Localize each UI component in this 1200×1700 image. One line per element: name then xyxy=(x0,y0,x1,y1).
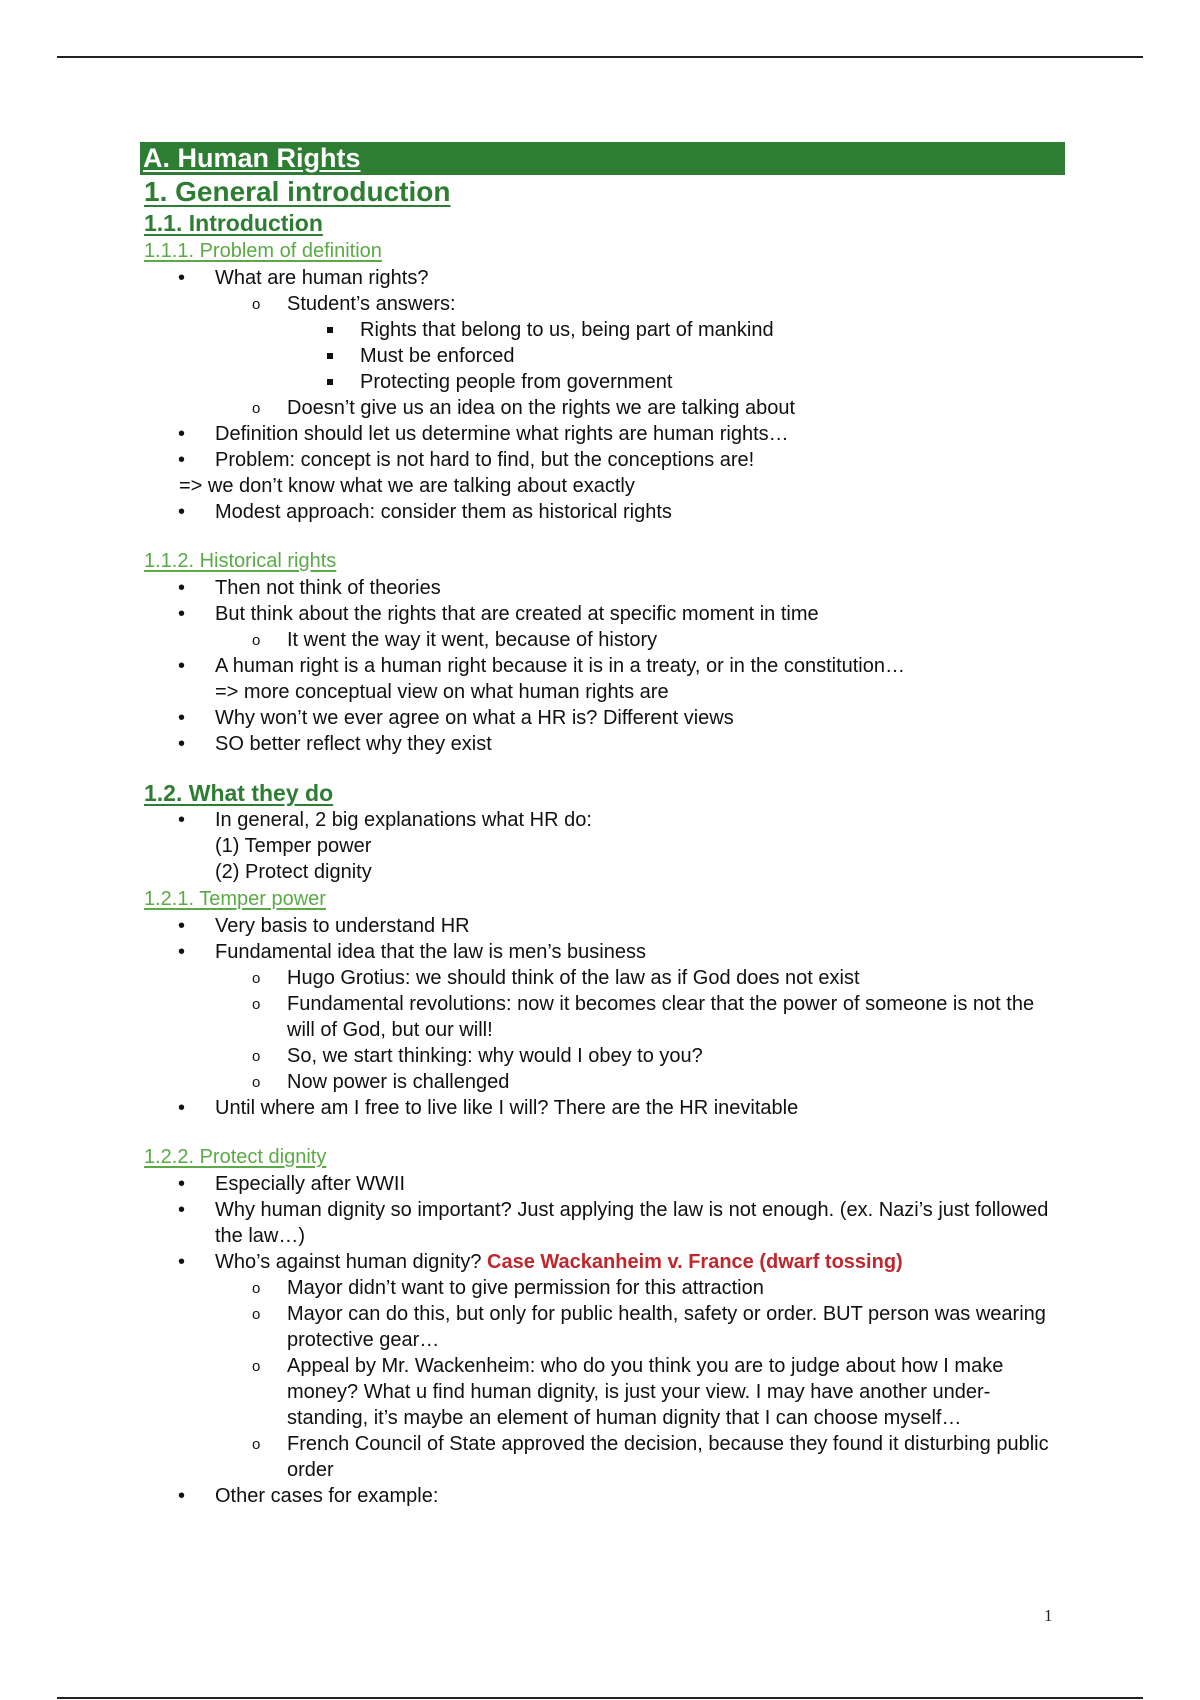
case-highlight: Case Wackanheim v. France (dwarf tossing) xyxy=(487,1251,903,1273)
list-1-2-2 xyxy=(140,1171,1065,1509)
list-item: • Very basis to understand HR xyxy=(140,913,1065,939)
heading-1-1-1: 1.1.1. Problem of definition xyxy=(144,240,382,262)
list-item: o Mayor can do this, but only for public health, safety or order. BUT person was wearing protective gear… xyxy=(140,1301,1065,1353)
list-item: o Hugo Grotius: we should think of the law as if God does not exist xyxy=(140,965,1065,991)
list-item: • Other cases for example: xyxy=(140,1483,1065,1509)
list-note: => we don’t know what we are talking about exactly xyxy=(179,475,635,497)
header-rule xyxy=(57,56,1143,58)
list-item: • Why human dignity so important? Just applying the law is not enough. (ex. Nazi’s just followed the law…) xyxy=(140,1197,1065,1249)
heading-1-2-1: 1.2.1. Temper power xyxy=(144,888,326,910)
list-item: Protecting people from government xyxy=(140,369,1065,395)
heading-a-text: A. Human Rights xyxy=(143,143,361,173)
list-item: o Doesn’t give us an idea on the rights we are talking about xyxy=(140,395,1065,421)
list-item: o Appeal by Mr. Wackenheim: who do you think you are to judge about how I make money? What u find human dignity, is just your view. I may have another under-standing, it’s maybe an element of human dignity that I can choose myself… xyxy=(140,1353,1065,1431)
list-item-text: Who’s against human dignity? xyxy=(215,1251,488,1273)
heading-a xyxy=(140,142,1065,175)
list-item: o It went the way it went, because of history xyxy=(140,627,1065,653)
list-item: o French Council of State approved the decision, because they found it disturbing public order xyxy=(140,1431,1065,1483)
document-body xyxy=(140,142,1065,1509)
list-item: Must be enforced xyxy=(140,343,1065,369)
heading-1-2: 1.2. What they do xyxy=(144,780,334,806)
list-item: • A human right is a human right because it is in a treaty, or in the constitution… xyxy=(140,653,1065,679)
list-1-1-2 xyxy=(140,575,1065,757)
list-note: => more conceptual view on what human rights are xyxy=(215,681,669,703)
list-item: • Definition should let us determine what rights are human rights… xyxy=(140,421,1065,447)
list-item: • Then not think of theories xyxy=(140,575,1065,601)
list-1-2-1 xyxy=(140,913,1065,1121)
list-item: • Modest approach: consider them as historical rights xyxy=(140,499,1065,525)
list-item: • But think about the rights that are created at specific moment in time xyxy=(140,601,1065,627)
list-item: • Until where am I free to live like I will? There are the HR inevitable xyxy=(140,1095,1065,1121)
footer-rule xyxy=(57,1697,1143,1699)
list-item: • Fundamental idea that the law is men’s business xyxy=(140,939,1065,965)
list-1-1-1 xyxy=(140,265,1065,525)
list-note: (1) Temper power xyxy=(215,835,372,857)
list-item: o Student’s answers: xyxy=(140,291,1065,317)
list-item: • Especially after WWII xyxy=(140,1171,1065,1197)
list-item: • SO better reflect why they exist xyxy=(140,731,1065,757)
list-note: (2) Protect dignity xyxy=(215,861,372,883)
heading-1: 1. General introduction xyxy=(144,176,451,207)
list-item: Rights that belong to us, being part of mankind xyxy=(140,317,1065,343)
list-item: • Why won’t we ever agree on what a HR is? Different views xyxy=(140,705,1065,731)
list-item xyxy=(140,1249,1065,1275)
list-1-2 xyxy=(140,807,1065,885)
heading-1-1: 1.1. Introduction xyxy=(144,210,323,236)
page-number: 1 xyxy=(1044,1606,1053,1625)
heading-1-1-2: 1.1.2. Historical rights xyxy=(144,550,337,572)
list-item: • In general, 2 big explanations what HR do: xyxy=(140,807,1065,833)
list-item: o So, we start thinking: why would I obey to you? xyxy=(140,1043,1065,1069)
list-item: o Mayor didn’t want to give permission for this attraction xyxy=(140,1275,1065,1301)
list-item: • What are human rights? xyxy=(140,265,1065,291)
heading-1-2-2: 1.2.2. Protect dignity xyxy=(144,1146,327,1168)
list-item: o Now power is challenged xyxy=(140,1069,1065,1095)
list-item: o Fundamental revolutions: now it becomes clear that the power of someone is not the will of God, but our will! xyxy=(140,991,1065,1043)
list-item: • Problem: concept is not hard to find, but the conceptions are! xyxy=(140,447,1065,473)
